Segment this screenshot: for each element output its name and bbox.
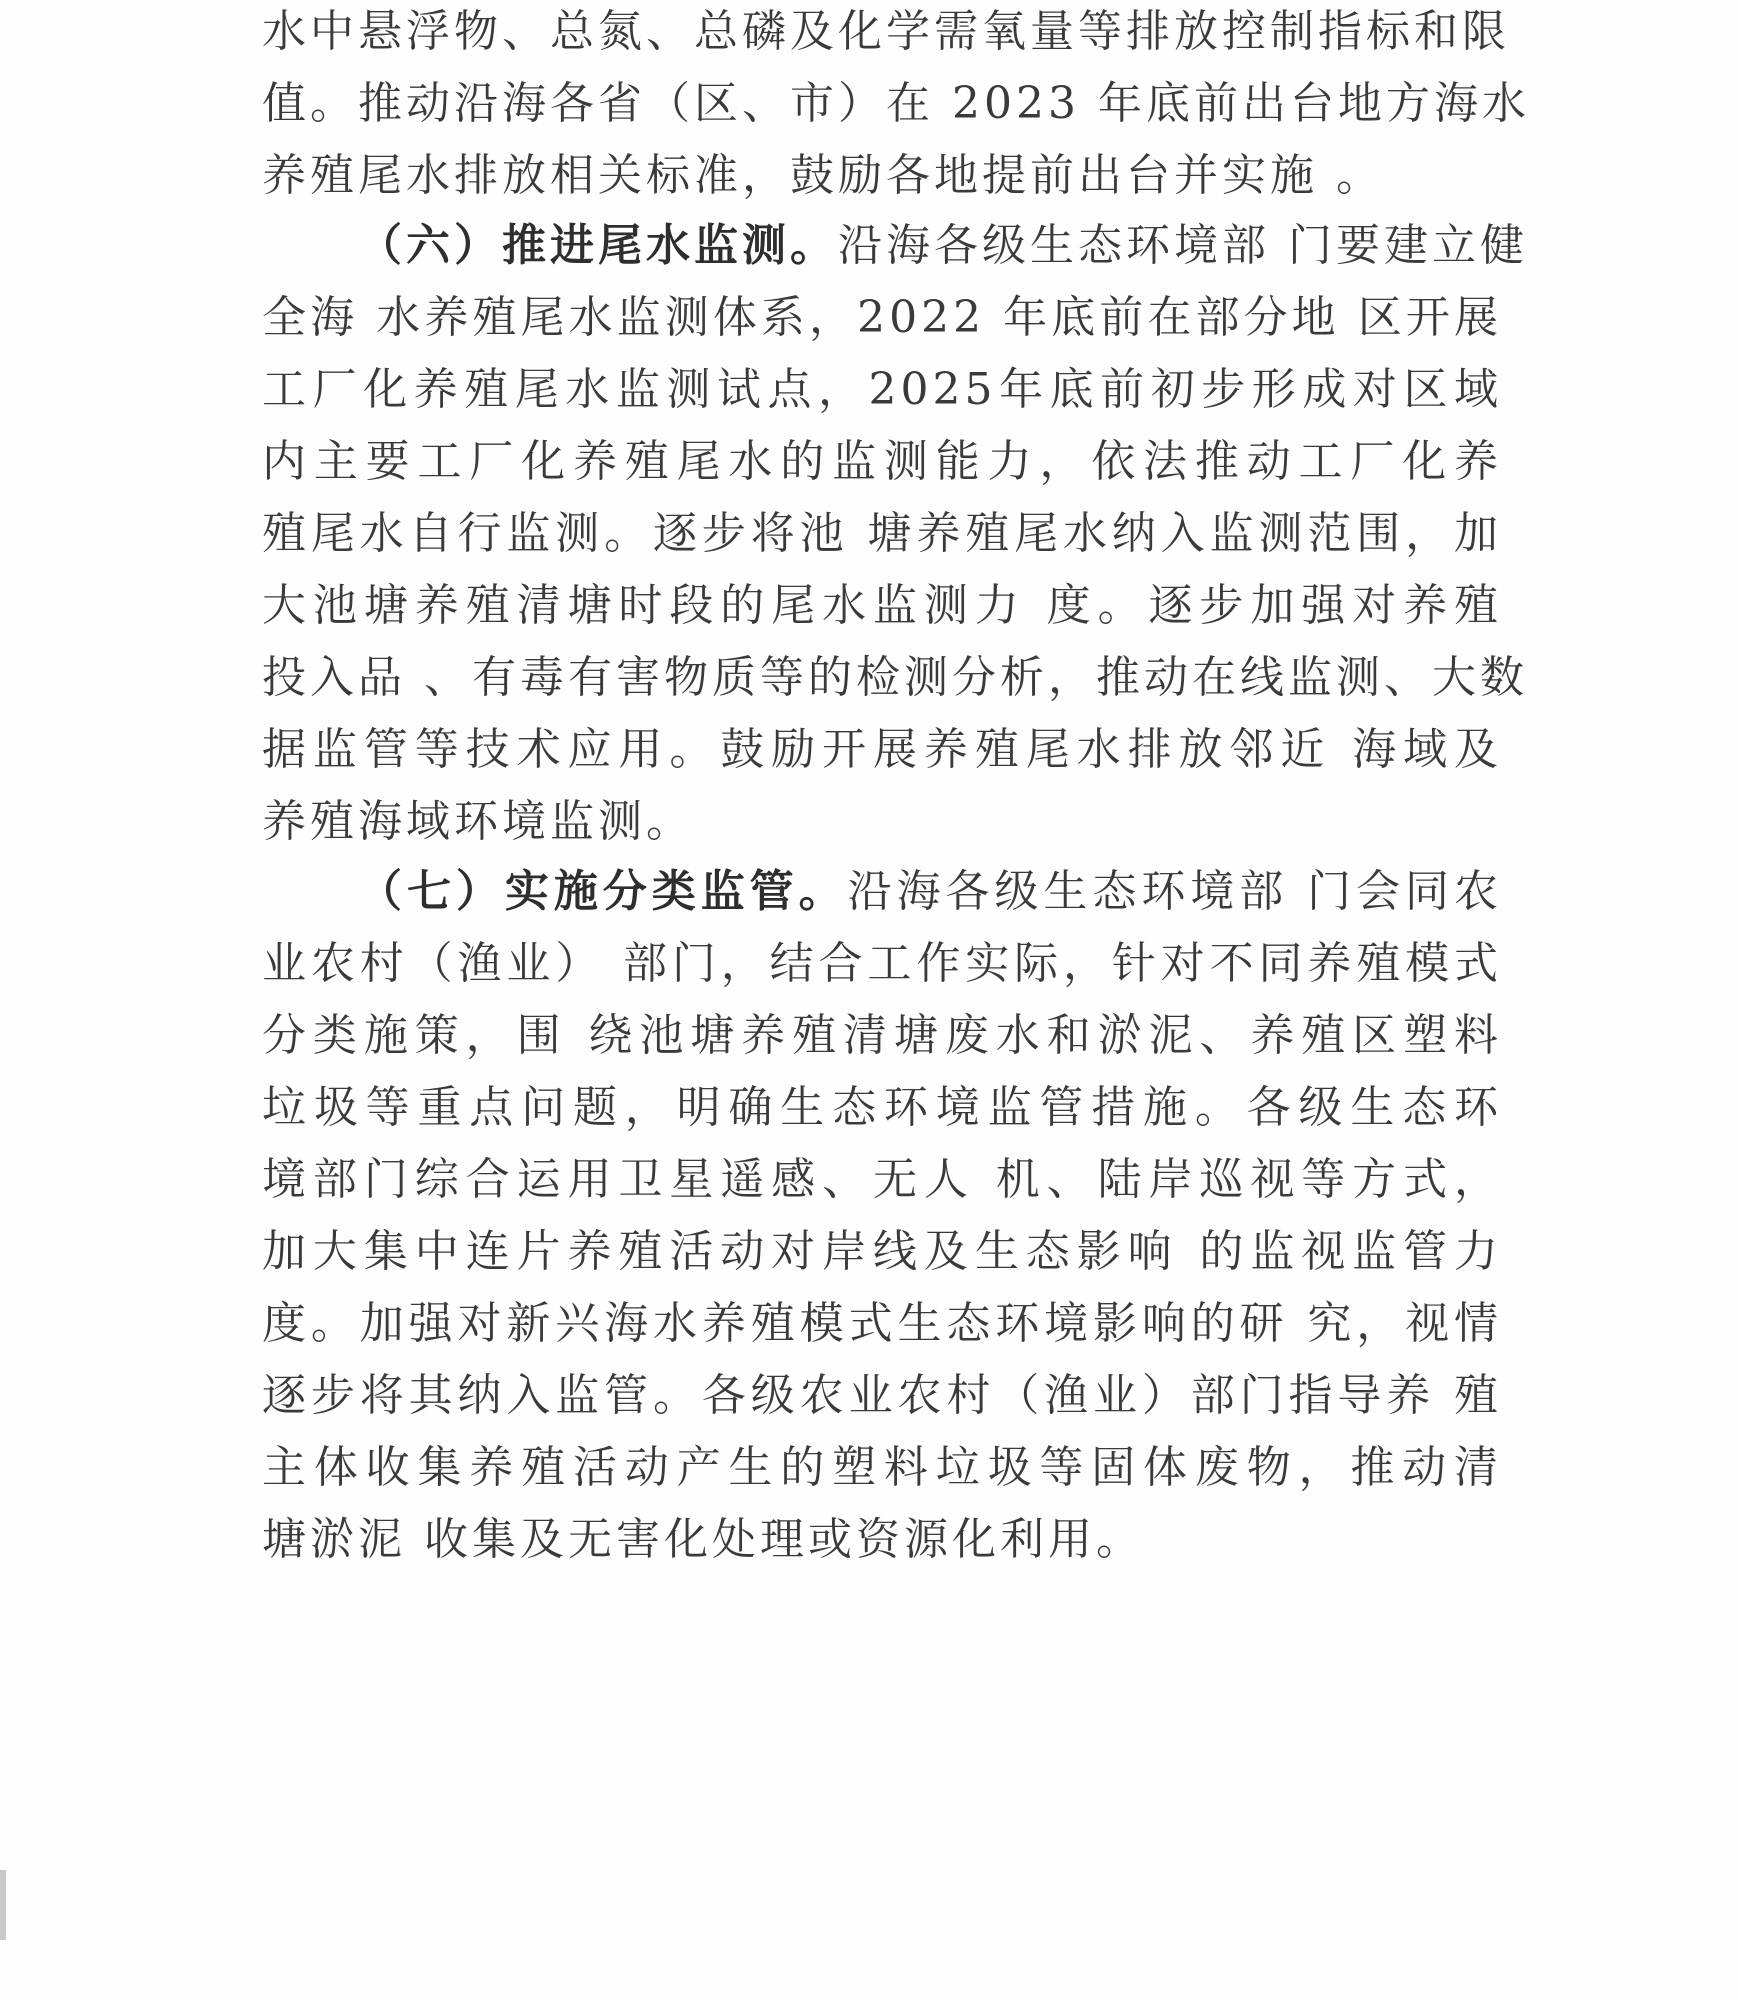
text-line: 逐步将其纳入监管。各级农业农村（渔业）部门指导养 殖 (262, 1370, 1502, 1421)
text-line: 值。推动沿海各省（区、市）在 2023 年底前出台地方海水 (262, 78, 1530, 129)
text-line: 养殖海域环境监测。 (262, 796, 694, 847)
text-line: 内主要工厂化养殖尾水的监测能力，依法推动工厂化养 (262, 436, 1502, 487)
text-line: 投入品 、有毒有害物质等的检测分析，推动在线监测、大数 (262, 652, 1528, 703)
text-line: 业农村（渔业） 部门，结合工作实际，针对不同养殖模式 (262, 938, 1502, 989)
text-line: 分类施策，围 绕池塘养殖清塘废水和淤泥、养殖区塑料 (262, 1010, 1502, 1061)
text-line: 塘淤泥 收集及无害化处理或资源化利用。 (262, 1514, 1144, 1565)
section-7-heading: （七）实施分类监管。 (358, 866, 848, 917)
text-line: 据监管等技术应用。鼓励开展养殖尾水排放邻近 海域及 (262, 724, 1502, 775)
text-line: 全海 水养殖尾水监测体系，2022 年底前在部分地 区开展 (262, 292, 1502, 343)
text-line: 工厂化养殖尾水监测试点，2025年底前初步形成对区域 (262, 364, 1502, 415)
text-line: 殖尾水自行监测。逐步将池 塘养殖尾水纳入监测范围，加 (262, 508, 1502, 559)
text-line: 加大集中连片养殖活动对岸线及生态影响 的监视监管力 (262, 1226, 1502, 1277)
text-line: 度。加强对新兴海水养殖模式生态环境影响的研 究，视情 (262, 1298, 1502, 1349)
text-line: 垃圾等重点问题，明确生态环境监管措施。各级生态环 (262, 1082, 1502, 1133)
text-line: 境部门综合运用卫星遥感、无人 机、陆岸巡视等方式， (262, 1154, 1502, 1205)
section-7-lead-text: 沿海各级生态环境部 门会同农 (847, 866, 1502, 917)
text-line: 大池塘养殖清塘时段的尾水监测力 度。逐步加强对养殖 (262, 580, 1502, 631)
text-line: 养殖尾水排放相关标准，鼓励各地提前出台并实施 。 (262, 150, 1384, 201)
section-6-lead-text: 沿海各级生态环境部 门要建立健 (838, 220, 1528, 271)
scan-edge-mark (0, 1870, 6, 1940)
text-line: 水中悬浮物、总氮、总磷及化学需氧量等排放控制指标和限 (262, 6, 1510, 57)
text-line: 主体收集养殖活动产生的塑料垃圾等固体废物，推动清 (262, 1442, 1502, 1493)
section-6-heading: （六）推进尾水监测。 (358, 220, 838, 271)
